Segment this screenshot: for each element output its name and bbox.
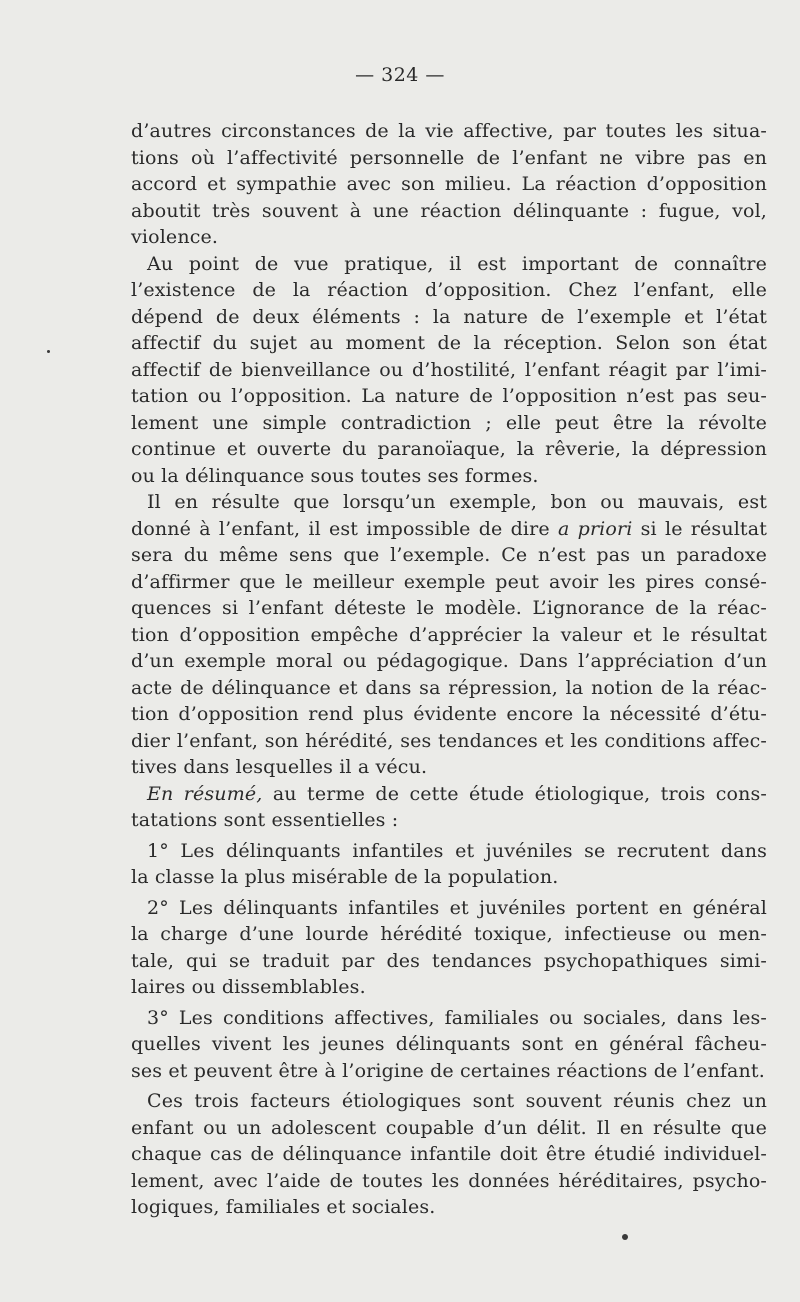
page-number: — 324 — [355,64,445,86]
list-item-1 [131,838,767,891]
list-item-2 [131,895,767,1001]
scan-speck [47,350,50,353]
text-line: d’autres circonstances de la vie affective, par toutes les situa- [131,120,767,142]
text-line: tatations sont essentielles : [131,809,399,831]
text-line: la classe la plus misérable de la population. [131,866,559,888]
text-line: accord et sympathie avec son milieu. La réaction d’opposition [131,173,767,195]
list-item-3 [131,1005,767,1085]
text-line: tives dans lesquelles il a vécu. [131,756,428,778]
italic-phrase: a priori [557,517,633,540]
text-line: aboutit très souvent à une réaction délinquante : fugue, vol, [131,199,767,222]
text-line: Il en résulte que lorsqu’un exemple, bon ou mauvais, est [147,491,767,513]
text-line: tation ou l’opposition. La nature de l’opposition n’est pas seu- [131,385,767,407]
text-line: lement une simple contradiction ; elle peut être la révolte [131,411,767,434]
paragraph-1 [131,118,767,251]
text-line: tions où l’affectivité personnelle de l’enfant ne vibre pas en [131,146,767,169]
text-line: dier l’enfant, son hérédité, ses tendances et les conditions affec- [131,729,767,752]
text-line: d’affirmer que le meilleur exemple peut avoir les pires consé- [131,570,767,593]
italic-lead: En résumé, [147,782,263,805]
body-text [131,118,767,1221]
text-segment: donné à l’enfant, il est impossible de dire [131,517,558,540]
text-line: ou la délinquance sous toutes ses formes. [131,464,539,487]
text-line: laires ou dissemblables. [131,976,366,998]
paragraph-3 [131,489,767,781]
text-line: violence. [131,226,219,248]
text-line: Au point de vue pratique, il est important de connaître [147,252,767,275]
text-line: 3° Les conditions affectives, familiales ou sociales, dans les- [147,1006,767,1029]
text-line: 2° Les délinquants infantiles et juvéniles portent en général [147,896,767,919]
text-line: enfant ou un adolescent coupable d’un délit. Il en résulte que [131,1116,767,1139]
text-line: chaque cas de délinquance infantile doit être étudié individuel- [131,1143,767,1165]
scan-speck [622,1234,628,1240]
text-line: dépend de deux éléments : la nature de l’exemple et l’état [131,305,767,328]
text-segment: au terme de cette étude étiologique, trois cons- [262,782,767,805]
text-line: acte de délinquance et dans sa répression, la notion de la réac- [131,676,767,699]
paragraph-conclusion [131,1088,767,1221]
text-line: tale, qui se traduit par des tendances psychopathiques simi- [131,949,767,972]
text-line: affectif de bienveillance ou d’hostilité, l’enfant réagit par l’imi- [131,358,767,381]
text-segment: si le résultat [632,517,767,540]
text-line-with-italic [131,781,767,808]
paragraph-summary [131,781,767,834]
text-line: ses et peuvent être à l’origine de certaines réactions de l’enfant. [131,1059,765,1082]
text-line: la charge d’une lourde hérédité toxique, infectieuse ou men- [131,923,767,945]
text-line: tion d’opposition empêche d’apprécier la valeur et le résultat [131,623,767,646]
text-line: lement, avec l’aide de toutes les données héréditaires, psycho- [131,1169,767,1192]
text-line: 1° Les délinquants infantiles et juvéniles se recrutent dans [147,839,767,862]
text-line: tion d’opposition rend plus évidente encore la nécessité d’étu- [131,703,767,725]
text-line: logiques, familiales et sociales. [131,1196,436,1218]
text-line: Ces trois facteurs étiologiques sont souvent réunis chez un [147,1090,767,1112]
text-line: quelles vivent les jeunes délinquants sont en général fâcheu- [131,1033,767,1055]
text-line: affectif du sujet au moment de la réception. Selon son état [131,332,767,354]
text-line: continue et ouverte du paranoïaque, la rêverie, la dépression [131,438,767,460]
paragraph-2 [131,251,767,490]
text-line: d’un exemple moral ou pédagogique. Dans l’appréciation d’un [131,650,767,672]
text-line: quences si l’enfant déteste le modèle. L’ignorance de la réac- [131,597,767,619]
text-line-with-italic [131,516,767,543]
text-line: l’existence de la réaction d’opposition. Chez l’enfant, elle [131,279,767,301]
text-line: sera du même sens que l’exemple. Ce n’est pas un paradoxe [131,544,767,566]
